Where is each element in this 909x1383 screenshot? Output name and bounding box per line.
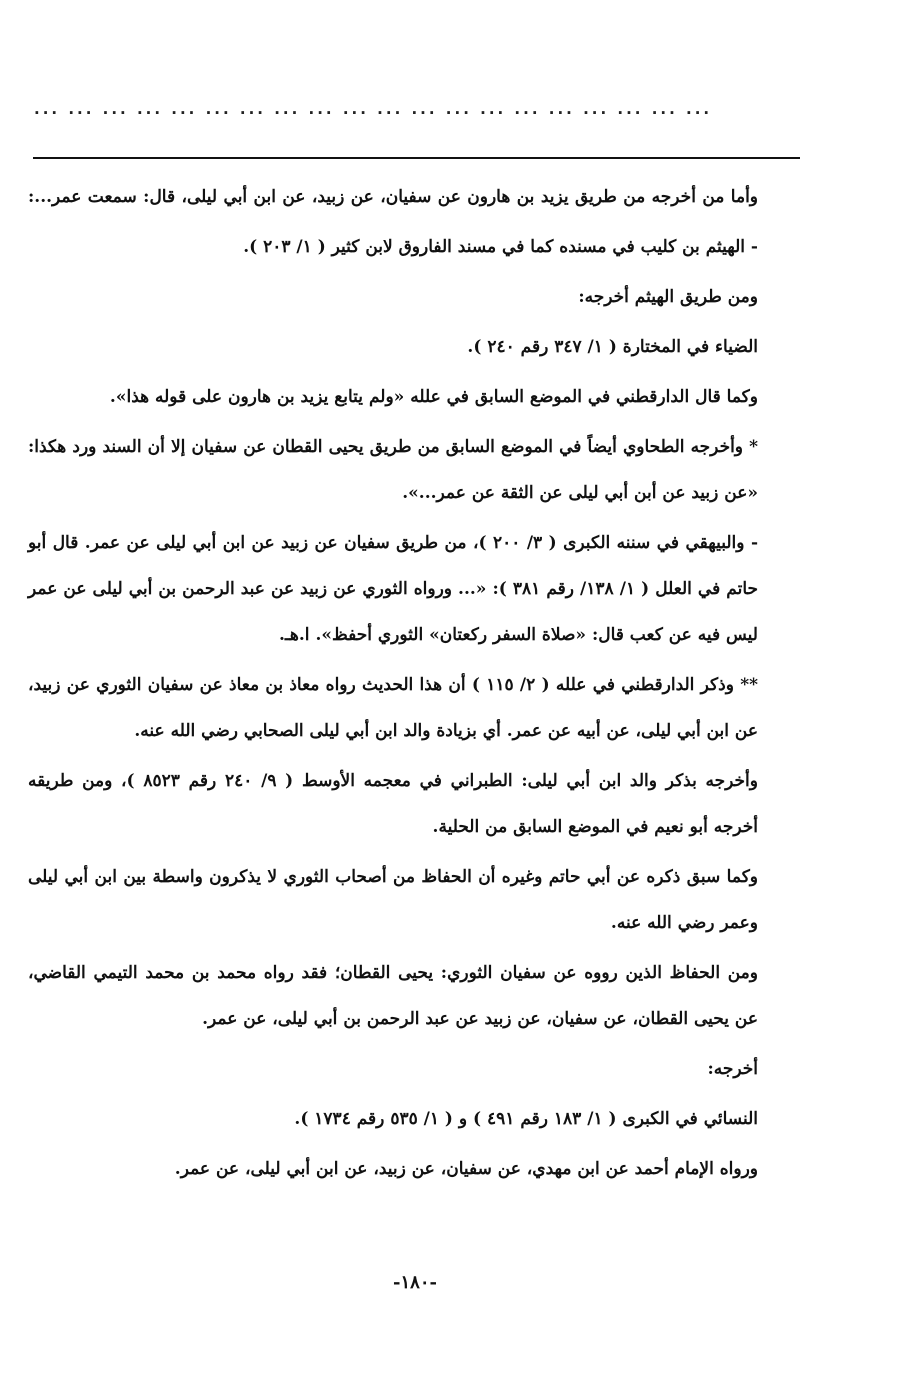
paragraph-11: ومن الحفاظ الذين رووه عن سفيان الثوري: يحيى القطان؛ فقد رواه محمد بن محمد التيمي القاضي، عن يحيى القطان، عن سفيان، عن زبيد عن عبد الرحمن بن أبي ليلى، عن عمر. <box>28 963 758 1029</box>
paragraph-4: الضياء في المختارة ( ١/ ٣٤٧ رقم ٢٤٠ ). <box>467 337 758 357</box>
paragraph-8: ** وذكر الدارقطني في علله ( ٢/ ١١٥ ) أن هذا الحديث رواه معاذ بن معاذ عن سفيان الثوري عن زبيد، عن ابن أبي ليلى، عن أبيه عن عمر. أي بزيادة والد ابن أبي ليلى الصحابي رضي الله عنه. <box>28 675 758 741</box>
footnote-text-block <box>28 174 802 1196</box>
ellipsis-separator: ... ... ... ... ... ... ... ... ... ... ... ... ... ... ... ... ... ... ... ... <box>34 100 713 118</box>
paragraph-14: ورواه الإمام أحمد عن ابن مهدي، عن سفيان، عن زبيد، عن ابن أبي ليلى، عن عمر. <box>174 1159 758 1179</box>
page-number: -١٨٠- <box>393 1272 437 1293</box>
paragraph-3: ومن طريق الهيثم أخرجه: <box>578 287 758 307</box>
paragraph-13: النسائي في الكبرى ( ١/ ١٨٣ رقم ٤٩١ ) و ( ١/ ٥٣٥ رقم ١٧٣٤ ). <box>294 1109 758 1129</box>
paragraph-1: وأما من أخرجه من طريق يزيد بن هارون عن سفيان، عن زبيد، عن ابن أبي ليلى، قال: سمعت عمر...: <box>28 187 758 207</box>
paragraph-5: وكما قال الدارقطني في الموضع السابق في علله «ولم يتابع يزيد بن هارون على قوله هذا». <box>109 387 758 407</box>
paragraph-12: أخرجه: <box>707 1059 758 1079</box>
footnote-rule <box>33 157 800 159</box>
paragraph-10: وكما سبق ذكره عن أبي حاتم وغيره أن الحفاظ من أصحاب الثوري لا يذكرون واسطة بين ابن أبي ليلى وعمر رضي الله عنه. <box>28 867 758 933</box>
paragraph-9: وأخرجه بذكر والد ابن أبي ليلى: الطبراني في معجمه الأوسط ( ٩/ ٢٤٠ رقم ٨٥٢٣ )، ومن طريقه أخرجه أبو نعيم في الموضع السابق من الحلية. <box>28 771 758 837</box>
paragraph-6: * وأخرجه الطحاوي أيضاً في الموضع السابق من طريق يحيى القطان عن سفيان إلا أن السند ورد هكذا: «عن زبيد عن أبن أبي ليلى عن الثقة عن عمر...». <box>28 437 758 503</box>
paragraph-7: - والبيهقي في سننه الكبرى ( ٣/ ٢٠٠ )، من طريق سفيان عن زبيد عن ابن أبي ليلى عن عمر. قال أبو حاتم في العلل ( ١/ ١٣٨/ رقم ٣٨١ ): «... ورواه الثوري عن زبيد عن عبد الرحمن بن أبي ليلى عن عمر ليس فيه عن كعب قال: «صلاة السفر ركعتان» الثوري أحفظ». ا.هـ. <box>28 533 759 645</box>
paragraph-2: - الهيثم بن كليب في مسنده كما في مسند الفاروق لابن كثير ( ١/ ٢٠٣ ). <box>243 237 758 257</box>
